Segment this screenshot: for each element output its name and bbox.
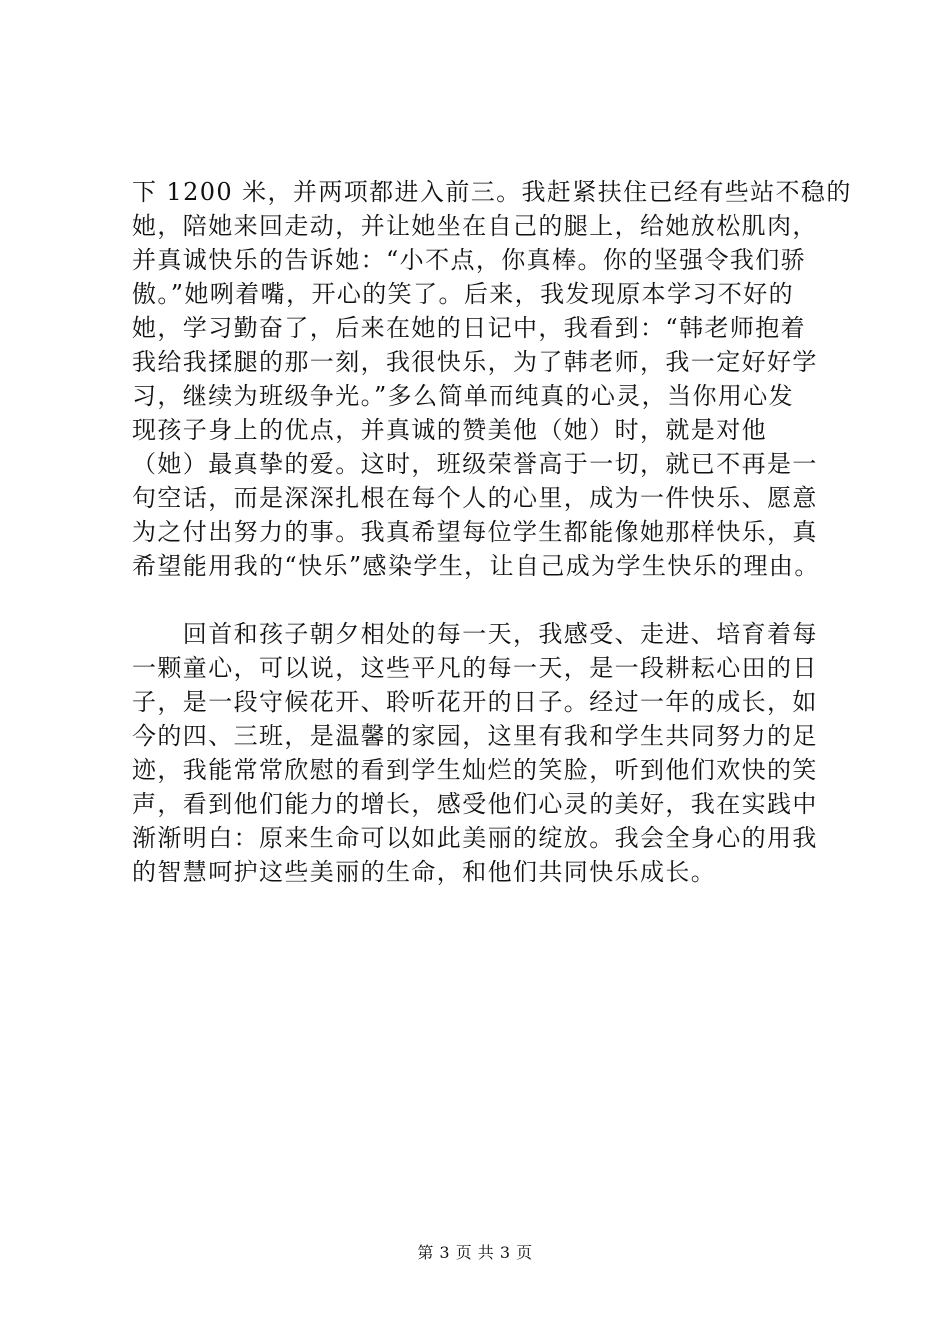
text-line: 子，是一段守候花开、聆听花开的日子。经过一年的成长，如 — [132, 688, 818, 716]
text-line: 她，学习勤奋了，后来在她的日记中，我看到：“韩老师抱着 — [132, 314, 807, 342]
text-line: 一颗童心，可以说，这些平凡的每一天，是一段耕耘心田的日 — [132, 654, 818, 682]
text-line: 我给我揉腿的那一刻，我很快乐，为了韩老师，我一定好好学 — [132, 348, 818, 376]
paragraph-gap — [132, 583, 832, 617]
text-line: 习，继续为班级争光。”多么简单而纯真的心灵，当你用心发 — [132, 382, 795, 410]
page-footer: 第 3 页 共 3 页 — [417, 1243, 533, 1262]
text-line: 下 1200 米，并两项都进入前三。我赶紧扶住已经有些站不稳的 — [132, 178, 852, 206]
text-line: 声，看到他们能力的增长，感受他们心灵的美好，我在实践中 — [132, 790, 818, 818]
text-line: 希望能用我的“快乐”感染学生，让自己成为学生快乐的理由。 — [132, 552, 820, 580]
text-line: 现孩子身上的优点，并真诚的赞美他（她）时，就是对他 — [132, 416, 767, 444]
text-line: 句空话，而是深深扎根在每个人的心里，成为一件快乐、愿意 — [132, 484, 818, 512]
text-line: 今的四、三班，是温馨的家园，这里有我和学生共同努力的足 — [132, 722, 818, 750]
text-line: 回首和孩子朝夕相处的每一天，我感受、走进、培育着每 — [132, 620, 818, 648]
text-line: 她，陪她来回走动，并让她坐在自己的腿上，给她放松肌肉， — [132, 212, 818, 240]
text-line: 为之付出努力的事。我真希望每位学生都能像她那样快乐，真 — [132, 518, 818, 546]
text-line: 迹，我能常常欣慰的看到学生灿烂的笑脸，听到他们欢快的笑 — [132, 756, 818, 784]
text-line: （她）最真挚的爱。这时，班级荣誉高于一切，就已不再是一 — [132, 450, 818, 478]
text-line: 并真诚快乐的告诉她：“小不点，你真棒。你的坚强令我们骄 — [132, 246, 807, 274]
text-line: 渐渐明白：原来生命可以如此美丽的绽放。我会全身心的用我 — [132, 824, 818, 852]
text-line: 傲。”她咧着嘴，开心的笑了。后来，我发现原本学习不好的 — [132, 280, 795, 308]
text-line: 的智慧呵护这些美丽的生命，和他们共同快乐成长。 — [132, 858, 717, 886]
document-body — [132, 175, 852, 889]
paragraph-1 — [132, 175, 852, 583]
paragraph-2 — [132, 617, 832, 889]
